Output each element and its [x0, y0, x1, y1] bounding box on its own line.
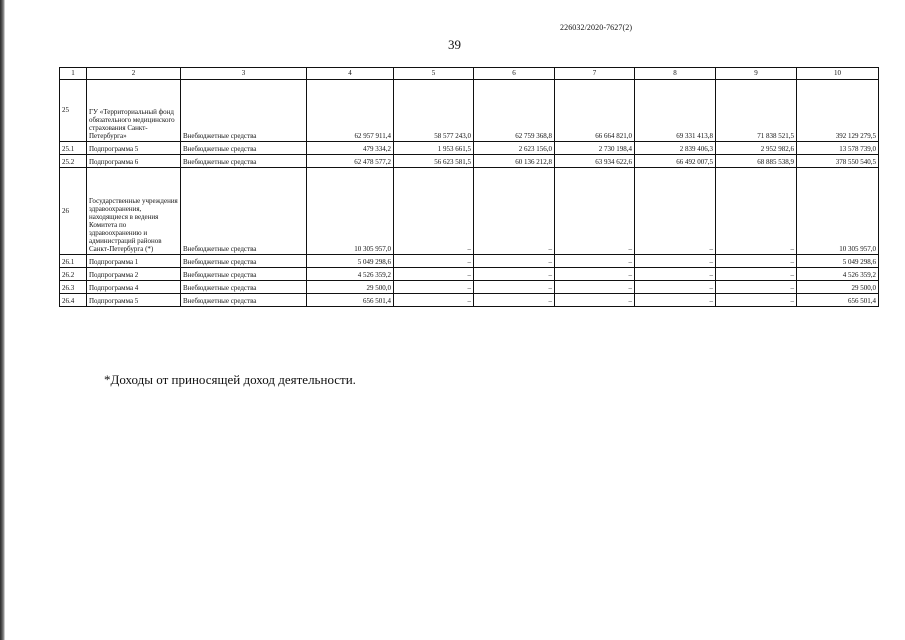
footnote: *Доходы от приносящей доход деятельности. [104, 372, 356, 387]
row-value: 2 730 198,4 [555, 142, 635, 155]
row-value: 69 331 413,8 [635, 80, 716, 142]
row-name: Подпрограмма 4 [87, 281, 181, 294]
row-source: Внебюджетные средства [181, 255, 307, 268]
row-value: 656 501,4 [797, 294, 879, 307]
row-value: – [555, 168, 635, 255]
row-value: 10 305 957,0 [307, 168, 394, 255]
row-value: 68 885 538,9 [716, 155, 797, 168]
document-reference: 226032/2020-7627(2) [560, 23, 633, 32]
row-name: Государственные учреждения здравоохранения, находящиеся в ведения Комитета по здравоохранению и администраций районов Санкт-Петербурга (*) [87, 168, 181, 255]
row-value: – [555, 268, 635, 281]
row-source: Внебюджетные средства [181, 155, 307, 168]
column-header: 2 [87, 68, 181, 80]
row-value: 2 623 156,0 [474, 142, 555, 155]
row-value: 2 952 982,6 [716, 142, 797, 155]
row-value: 1 953 661,5 [394, 142, 474, 155]
row-value: – [474, 255, 555, 268]
row-value: – [635, 268, 716, 281]
column-header: 10 [797, 68, 879, 80]
column-header: 6 [474, 68, 555, 80]
row-value: 58 577 243,0 [394, 80, 474, 142]
row-value: – [394, 281, 474, 294]
row-value: – [716, 255, 797, 268]
table-row [60, 268, 879, 281]
row-code: 25.1 [60, 142, 87, 155]
column-header: 4 [307, 68, 394, 80]
page-number: 39 [448, 37, 461, 52]
row-value: – [716, 268, 797, 281]
row-code: 26.4 [60, 294, 87, 307]
row-code: 26.3 [60, 281, 87, 294]
row-value: 62 957 911,4 [307, 80, 394, 142]
row-source: Внебюджетные средства [181, 168, 307, 255]
row-value: – [635, 255, 716, 268]
row-value: 62 478 577,2 [307, 155, 394, 168]
column-header: 5 [394, 68, 474, 80]
row-value: 4 526 359,2 [307, 268, 394, 281]
row-name: ГУ «Территориальный фонд обязательного медицинского страхования Санкт-Петербурга» [87, 80, 181, 142]
table-row [60, 255, 879, 268]
scan-left-edge [0, 0, 5, 640]
row-value: – [716, 294, 797, 307]
row-code: 26.1 [60, 255, 87, 268]
row-source: Внебюджетные средства [181, 268, 307, 281]
row-value: – [555, 281, 635, 294]
table-row [60, 294, 879, 307]
row-value: 29 500,0 [307, 281, 394, 294]
row-value: – [394, 168, 474, 255]
row-value: – [555, 294, 635, 307]
row-value: – [635, 168, 716, 255]
row-value: – [474, 168, 555, 255]
row-value: 479 334,2 [307, 142, 394, 155]
row-value: – [394, 255, 474, 268]
row-value: – [635, 281, 716, 294]
row-code: 25.2 [60, 155, 87, 168]
row-value: 4 526 359,2 [797, 268, 879, 281]
row-value: 10 305 957,0 [797, 168, 879, 255]
row-name: Подпрограмма 6 [87, 155, 181, 168]
row-code: 25 [60, 80, 87, 142]
row-value: – [474, 268, 555, 281]
row-name: Подпрограмма 1 [87, 255, 181, 268]
row-source: Внебюджетные средства [181, 80, 307, 142]
row-value: 13 578 739,0 [797, 142, 879, 155]
row-source: Внебюджетные средства [181, 294, 307, 307]
column-header: 7 [555, 68, 635, 80]
row-name: Подпрограмма 2 [87, 268, 181, 281]
table-row [60, 281, 879, 294]
row-value: 5 049 298,6 [797, 255, 879, 268]
column-header: 3 [181, 68, 307, 80]
row-name: Подпрограмма 5 [87, 142, 181, 155]
row-value: – [474, 281, 555, 294]
row-value: 378 550 540,5 [797, 155, 879, 168]
row-value: 392 129 279,5 [797, 80, 879, 142]
table-row [60, 168, 879, 255]
row-value: 66 492 007,5 [635, 155, 716, 168]
row-source: Внебюджетные средства [181, 142, 307, 155]
row-name: Подпрограмма 5 [87, 294, 181, 307]
row-value: 656 501,4 [307, 294, 394, 307]
row-code: 26.2 [60, 268, 87, 281]
row-value: – [474, 294, 555, 307]
row-value: 5 049 298,6 [307, 255, 394, 268]
table-row [60, 80, 879, 142]
row-value: – [716, 168, 797, 255]
row-value: – [394, 268, 474, 281]
row-value: – [394, 294, 474, 307]
row-value: 63 934 622,6 [555, 155, 635, 168]
row-value: 60 136 212,8 [474, 155, 555, 168]
table-row [60, 142, 879, 155]
row-value: 2 839 406,3 [635, 142, 716, 155]
budget-table [59, 67, 879, 307]
row-value: – [555, 255, 635, 268]
row-value: 62 759 368,8 [474, 80, 555, 142]
column-header: 9 [716, 68, 797, 80]
row-value: 56 623 581,5 [394, 155, 474, 168]
table-header-row [60, 68, 879, 80]
row-source: Внебюджетные средства [181, 281, 307, 294]
column-header: 1 [60, 68, 87, 80]
row-value: 71 838 521,5 [716, 80, 797, 142]
row-value: – [716, 281, 797, 294]
row-value: 29 500,0 [797, 281, 879, 294]
row-value: 66 664 821,0 [555, 80, 635, 142]
table-row [60, 155, 879, 168]
row-value: – [635, 294, 716, 307]
row-code: 26 [60, 168, 87, 255]
column-header: 8 [635, 68, 716, 80]
